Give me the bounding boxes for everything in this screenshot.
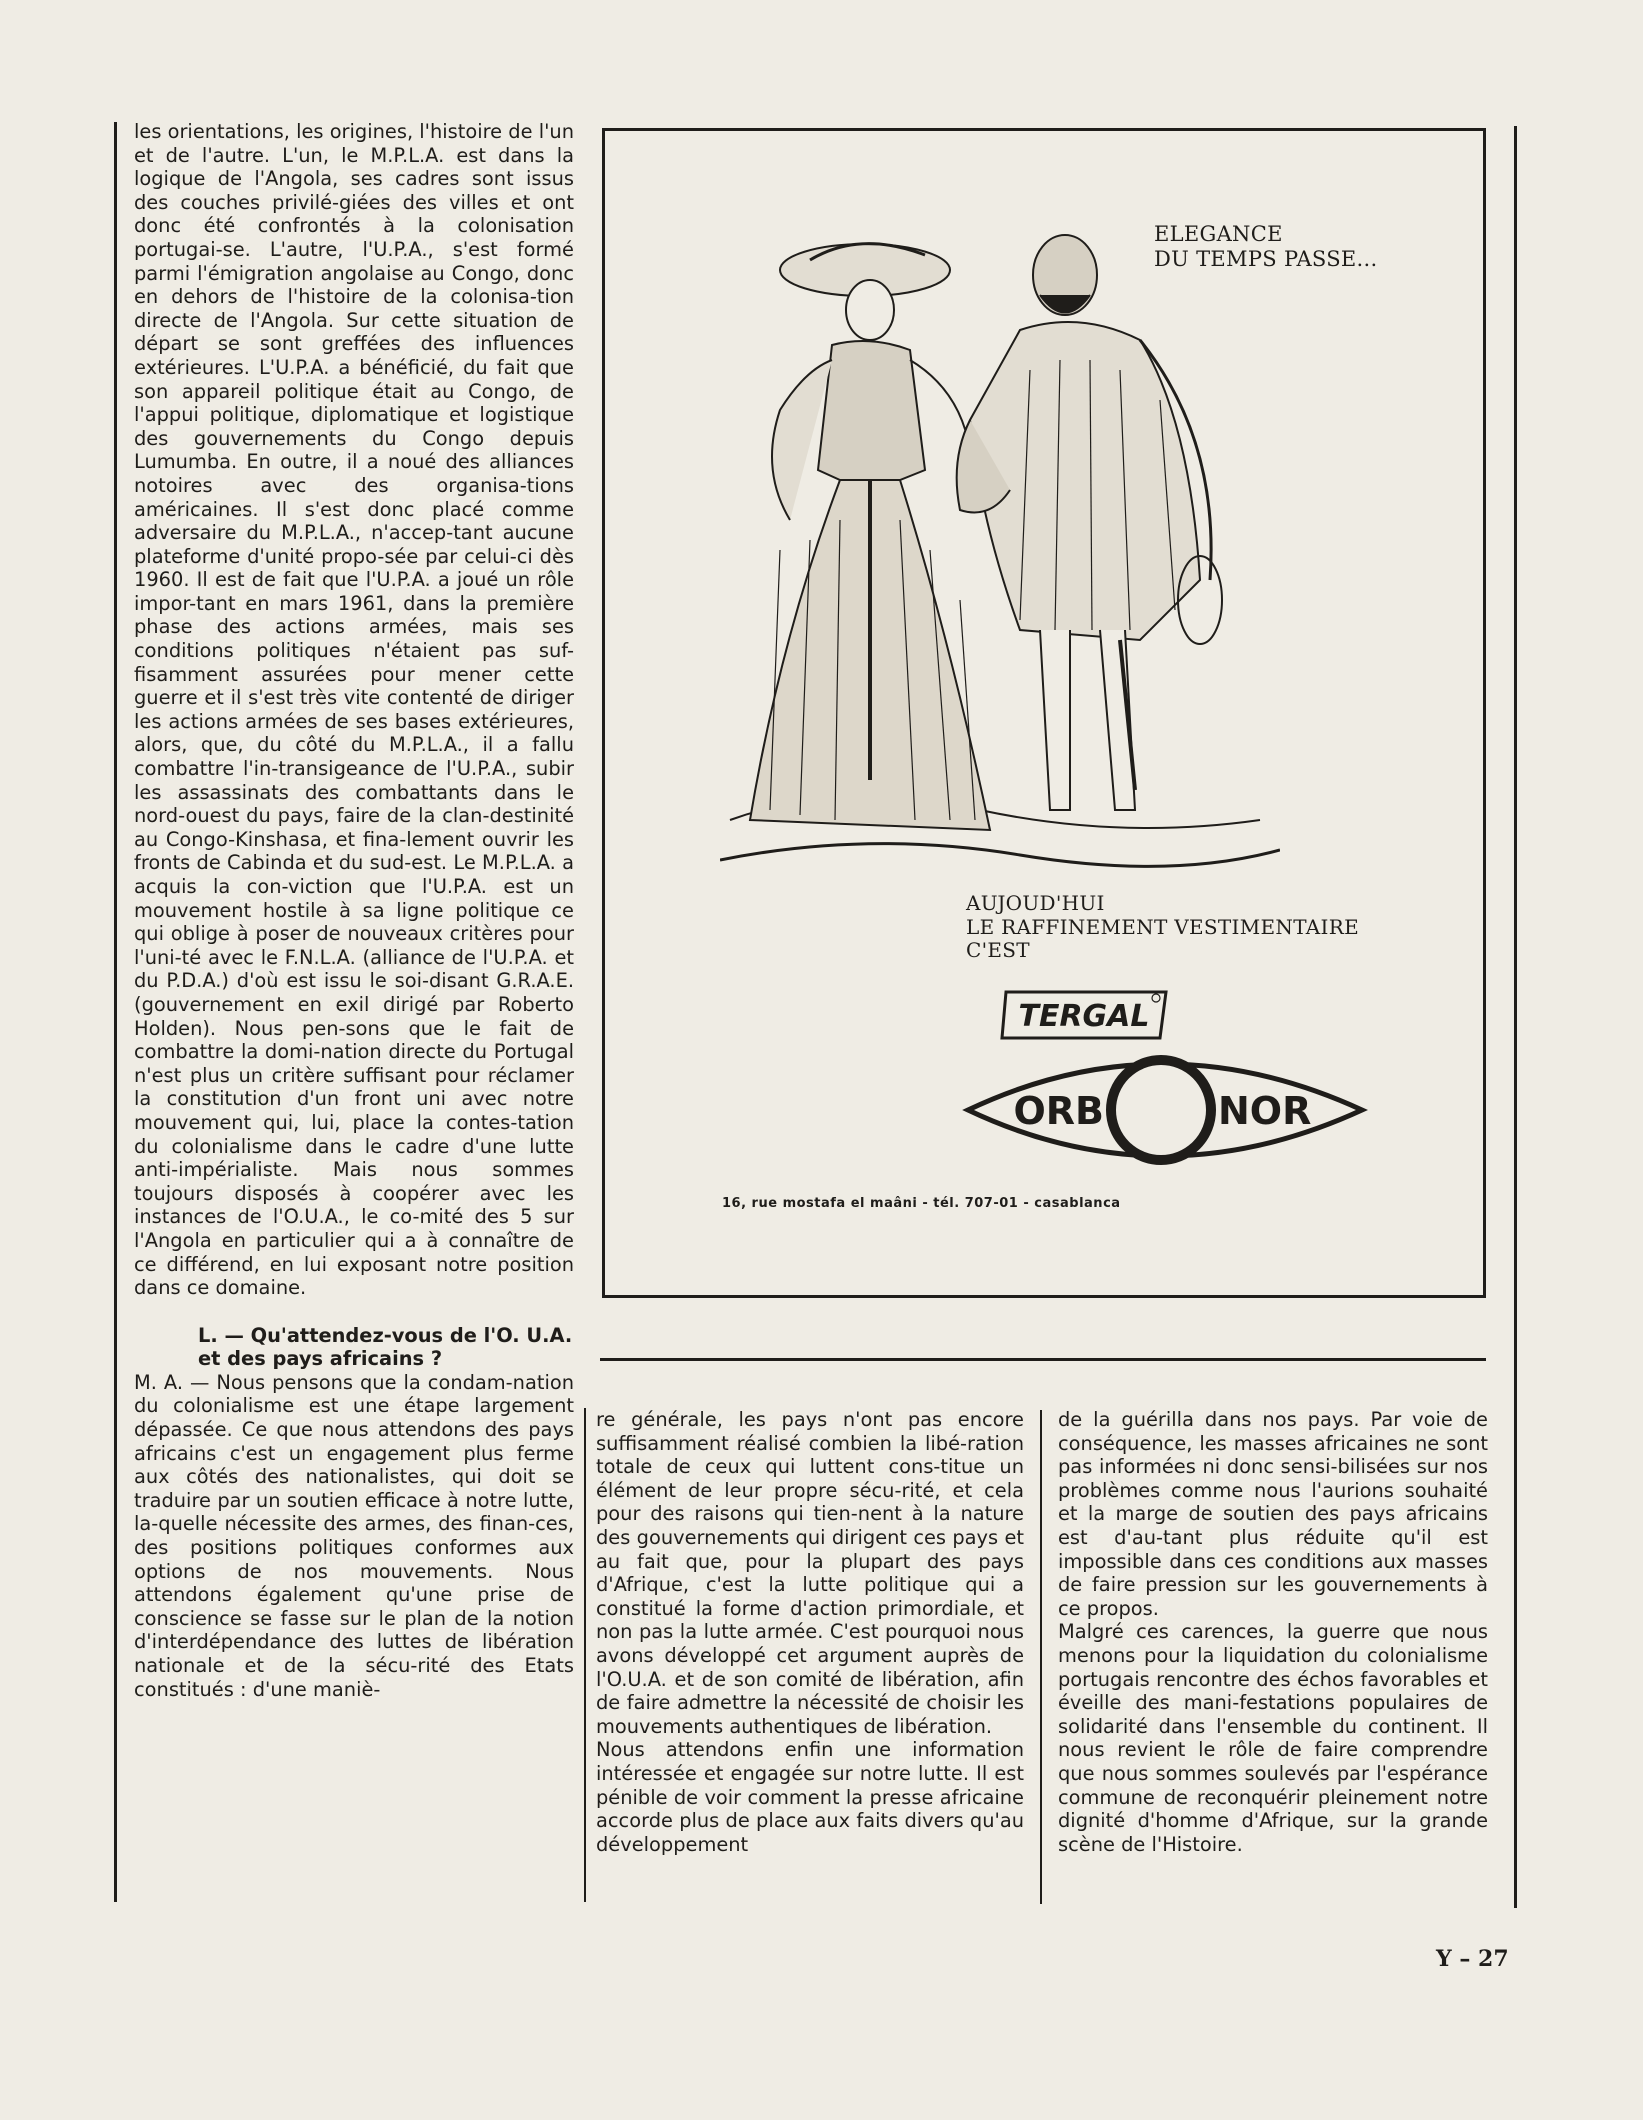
ad-tagline-line: AUJOUD'HUI [966, 891, 1105, 915]
article-column-left [134, 120, 574, 1896]
article-paragraph: M. A. — Nous pensons que la condam-nation du colonialisme est une étape largement dépassée. Ce que nous attendons des pays africains c'est un engagement plus ferme aux côtés des nationalistes, qui doit se traduire par un soutien efficace à notre lutte, la-quelle nécessite des armes, des finan-ces, des positions politiques conformes aux options de nos mouvements. Nous attendons également qu'une prise de conscience se fasse sur le plan de la notion d'interdépendance des luttes de libération nationale et de la sécu-rité des Etats constitués : d'une maniè- [134, 1370, 574, 1701]
article-column-right [1058, 1408, 1488, 1908]
interview-question: L. — Qu'attendez-vous de l'O. U.A. et des pays africains ? [198, 1323, 573, 1371]
article-paragraph: Malgré ces carences, la guerre que nous menons pour la liquidation du colonialisme portugais rencontre des échos favorables et éveille des mani-festations populaires de solidarité dans l'ensemble du continent. Il nous revient le rôle de faire comprendre que nous sommes soulevés par l'espérance commune de reconquérir pleinement notre dignité d'homme d'Afrique, sur la grande scène de l'Histoire. [1058, 1620, 1488, 1856]
ad-tagline-line: ELEGANCE [1154, 222, 1283, 246]
orbonor-logo-right: NOR [1218, 1089, 1312, 1133]
ad-address: 16, rue mostafa el maâni - tél. 707-01 - casablanca [722, 1196, 1121, 1211]
renaissance-couple-illustration [720, 220, 1280, 880]
tergal-logo-text: TERGAL [1018, 999, 1150, 1034]
article-paragraph: Nous attendons enfin une information intéressée et engagée sur notre lutte. Il est pénible de voir comment la presse africaine accorde plus de place aux faits divers qu'au développement [596, 1738, 1024, 1856]
tergal-logo [1000, 988, 1170, 1040]
orbonor-logo-left: ORB [1013, 1089, 1104, 1133]
section-separator [600, 1358, 1486, 1361]
right-page-rule [1514, 126, 1517, 1908]
article-paragraph: les orientations, les origines, l'histoire de l'un et de l'autre. L'un, le M.P.L.A. est dans la logique de l'Angola, ses cadres sont issus des couches privilé-giées des villes et ont donc été confrontés à la colonisation portugai-se. L'autre, l'U.P.A., s'est formé parmi l'émigration angolaise au Congo, donc en dehors de l'histoire de la colonisa-tion directe de l'Angola. Sur cette situation de départ se sont greffées des influences extérieures. L'U.P.A. a bénéficié, du fait que son appareil politique était au Congo, de l'appui politique, diplomatique et logistique des gouvernements du Congo depuis Lumumba. En outre, il a noué des alliances notoires avec des organisa-tions américaines. Il s'est donc placé comme adversaire du M.P.L.A., n'accep-tant aucune plateforme d'unité propo-sée par celui-ci dès 1960. Il est de fait que l'U.P.A. a joué un rôle impor-tant en mars 1961, dans la première phase des actions armées, mais ses conditions politiques n'étaient pas suf-fisamment assurées pour mener cette guerre et il s'est très vite contenté de diriger les actions armées de ses bases extérieures, alors, que, du côté du M.P.L.A., il a fallu combattre l'in-transigeance de l'U.P.A., subir les assassinats des combattants dans le nord-ouest du pays, faire de la clan-destinité au Congo-Kinshasa, et fina-lement ouvrir les fronts de Cabinda et du sud-est. Le M.P.L.A. a acquis la con-viction que l'U.P.A. est un mouvement hostile à sa ligne politique ce qui oblige à poser de nouveaux critères pour l'uni-té avec le F.N.L.A. (alliance de l'U.P.A. et du P.D.A.) d'où est issu le soi-disant G.R.A.E. (gouvernement en exil dirigé par Roberto Holden). Nous pen-sons que le fait de combattre la domi-nation directe du Portugal n'est plus un critère suffisant pour réclamer la constitution d'un front uni avec notre mouvement qui, lui, place la contes-tation du colonialisme dans le cadre d'une lutte anti-impérialiste. Mais nous sommes toujours disposés à coopérer avec les instances de l'O.U.A., le co-mité des 5 sur l'Angola en particulier qui a à connaître de ce différend, en lui exposant notre position dans ce domaine. [134, 120, 574, 1300]
mid-column-rule [584, 1408, 586, 1902]
article-paragraph: de la guérilla dans nos pays. Par voie de conséquence, les masses africaines ne sont pas informées ni donc sensi-bilisées sur nos problèmes comme nous l'aurions souhaité et la marge de soutien des pays africains est d'au-tant plus réduite qu'il est impossible dans ces conditions aux masses de faire pression sur les gouvernements à ce propos. [1058, 1408, 1488, 1620]
article-column-middle [596, 1408, 1024, 1908]
left-column-rule [114, 122, 117, 1902]
right-column-rule [1040, 1410, 1042, 1904]
ad-tagline-line: DU TEMPS PASSE... [1154, 247, 1378, 271]
ad-tagline-line: C'EST [966, 938, 1030, 962]
page-number: Y – 27 [1436, 1946, 1509, 1972]
ad-tagline-line: LE RAFFINEMENT VESTIMENTAIRE [966, 914, 1359, 939]
ad-tagline-today [966, 892, 1359, 963]
orbonor-logo [962, 1048, 1368, 1172]
article-paragraph: re générale, les pays n'ont pas encore suffisamment réalisé combien la libé-ration totale de ceux qui luttent cons-titue un élément de leur propre sécu-rité, et cela pour des raisons qui tien-nent à la nature des gouvernements qui dirigent ces pays et au fait que, pour la plupart des pays d'Afrique, c'est la lutte politique qui a constitué la forme d'action primordiale, et non pas la lutte armée. C'est pourquoi nous avons développé cet argument auprès de l'O.U.A. et de son comité de libération, afin de faire admettre la nécessité de choisir les mouvements authentiques de libération. [596, 1408, 1024, 1738]
